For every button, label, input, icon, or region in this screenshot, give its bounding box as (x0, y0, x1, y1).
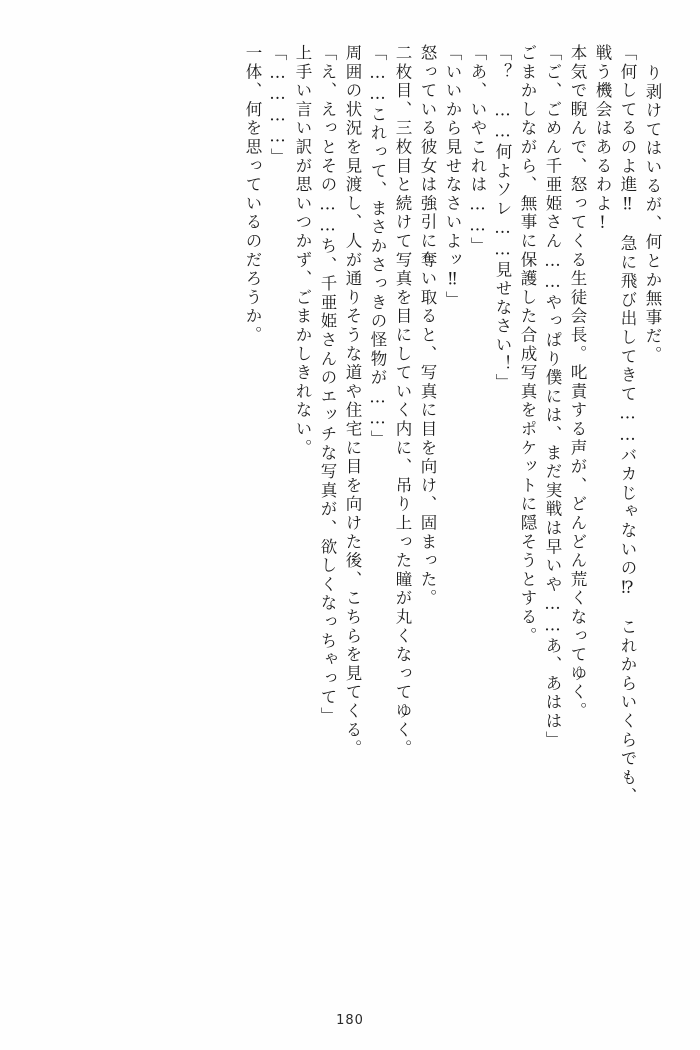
text-line: 一体、何を思っているのだろうか。 (243, 44, 262, 345)
text-line: 「え、えっとその……ち、千亜姫さんのエッチな写真が、欲しくなっちゃって」 (318, 44, 337, 726)
vertical-text-body (40, 44, 660, 984)
text-line: ごまかしながら、無事に保護した合成写真をポケットに隠そうとする。 (518, 44, 537, 646)
text-line: 「…………」 (268, 44, 287, 167)
text-line: 「ご、ごめん千亜姫さん……やっぱり僕には、まだ実戦は早いや……あ、あはは」 (543, 44, 562, 750)
text-line: 怒っている彼女は強引に奪い取ると、写真に目を向け、固まった。 (418, 44, 437, 608)
text-line: 戦う機会はあるわよ! (593, 44, 612, 235)
page-number: 180 (336, 1013, 364, 1028)
text-line: 上手い言い訳が思いつかず、ごまかしきれない。 (293, 44, 312, 458)
text-line: り剥けてはいるが、何とか無事だ。 (643, 64, 662, 365)
text-line: 「何してるのよ進‼ 急に飛び出してきて……バカじゃないの⁉ これからいくらでも、 (618, 44, 637, 806)
text-line: 「いいから見せなさいよッ‼」 (443, 44, 462, 310)
text-line: 本気で睨んで、怒ってくる生徒会長。叱責する声が、どんどん荒くなってゆく。 (568, 44, 587, 721)
text-line: 二枚目、三枚目と続けて写真を目にしていく内に、吊り上った瞳が丸くなってゆく。 (393, 44, 412, 759)
text-line: 「……これって、まさかさっきの怪物が……」 (368, 44, 387, 449)
text-line: 「あ、いやこれは……」 (468, 44, 487, 256)
text-line: 周囲の状況を見渡し、人が通りそうな道や住宅に目を向けた後、こちらを見てくる。 (343, 44, 362, 759)
text-line: 「？ ……何よソレ……見せなさい！」 (493, 44, 512, 393)
